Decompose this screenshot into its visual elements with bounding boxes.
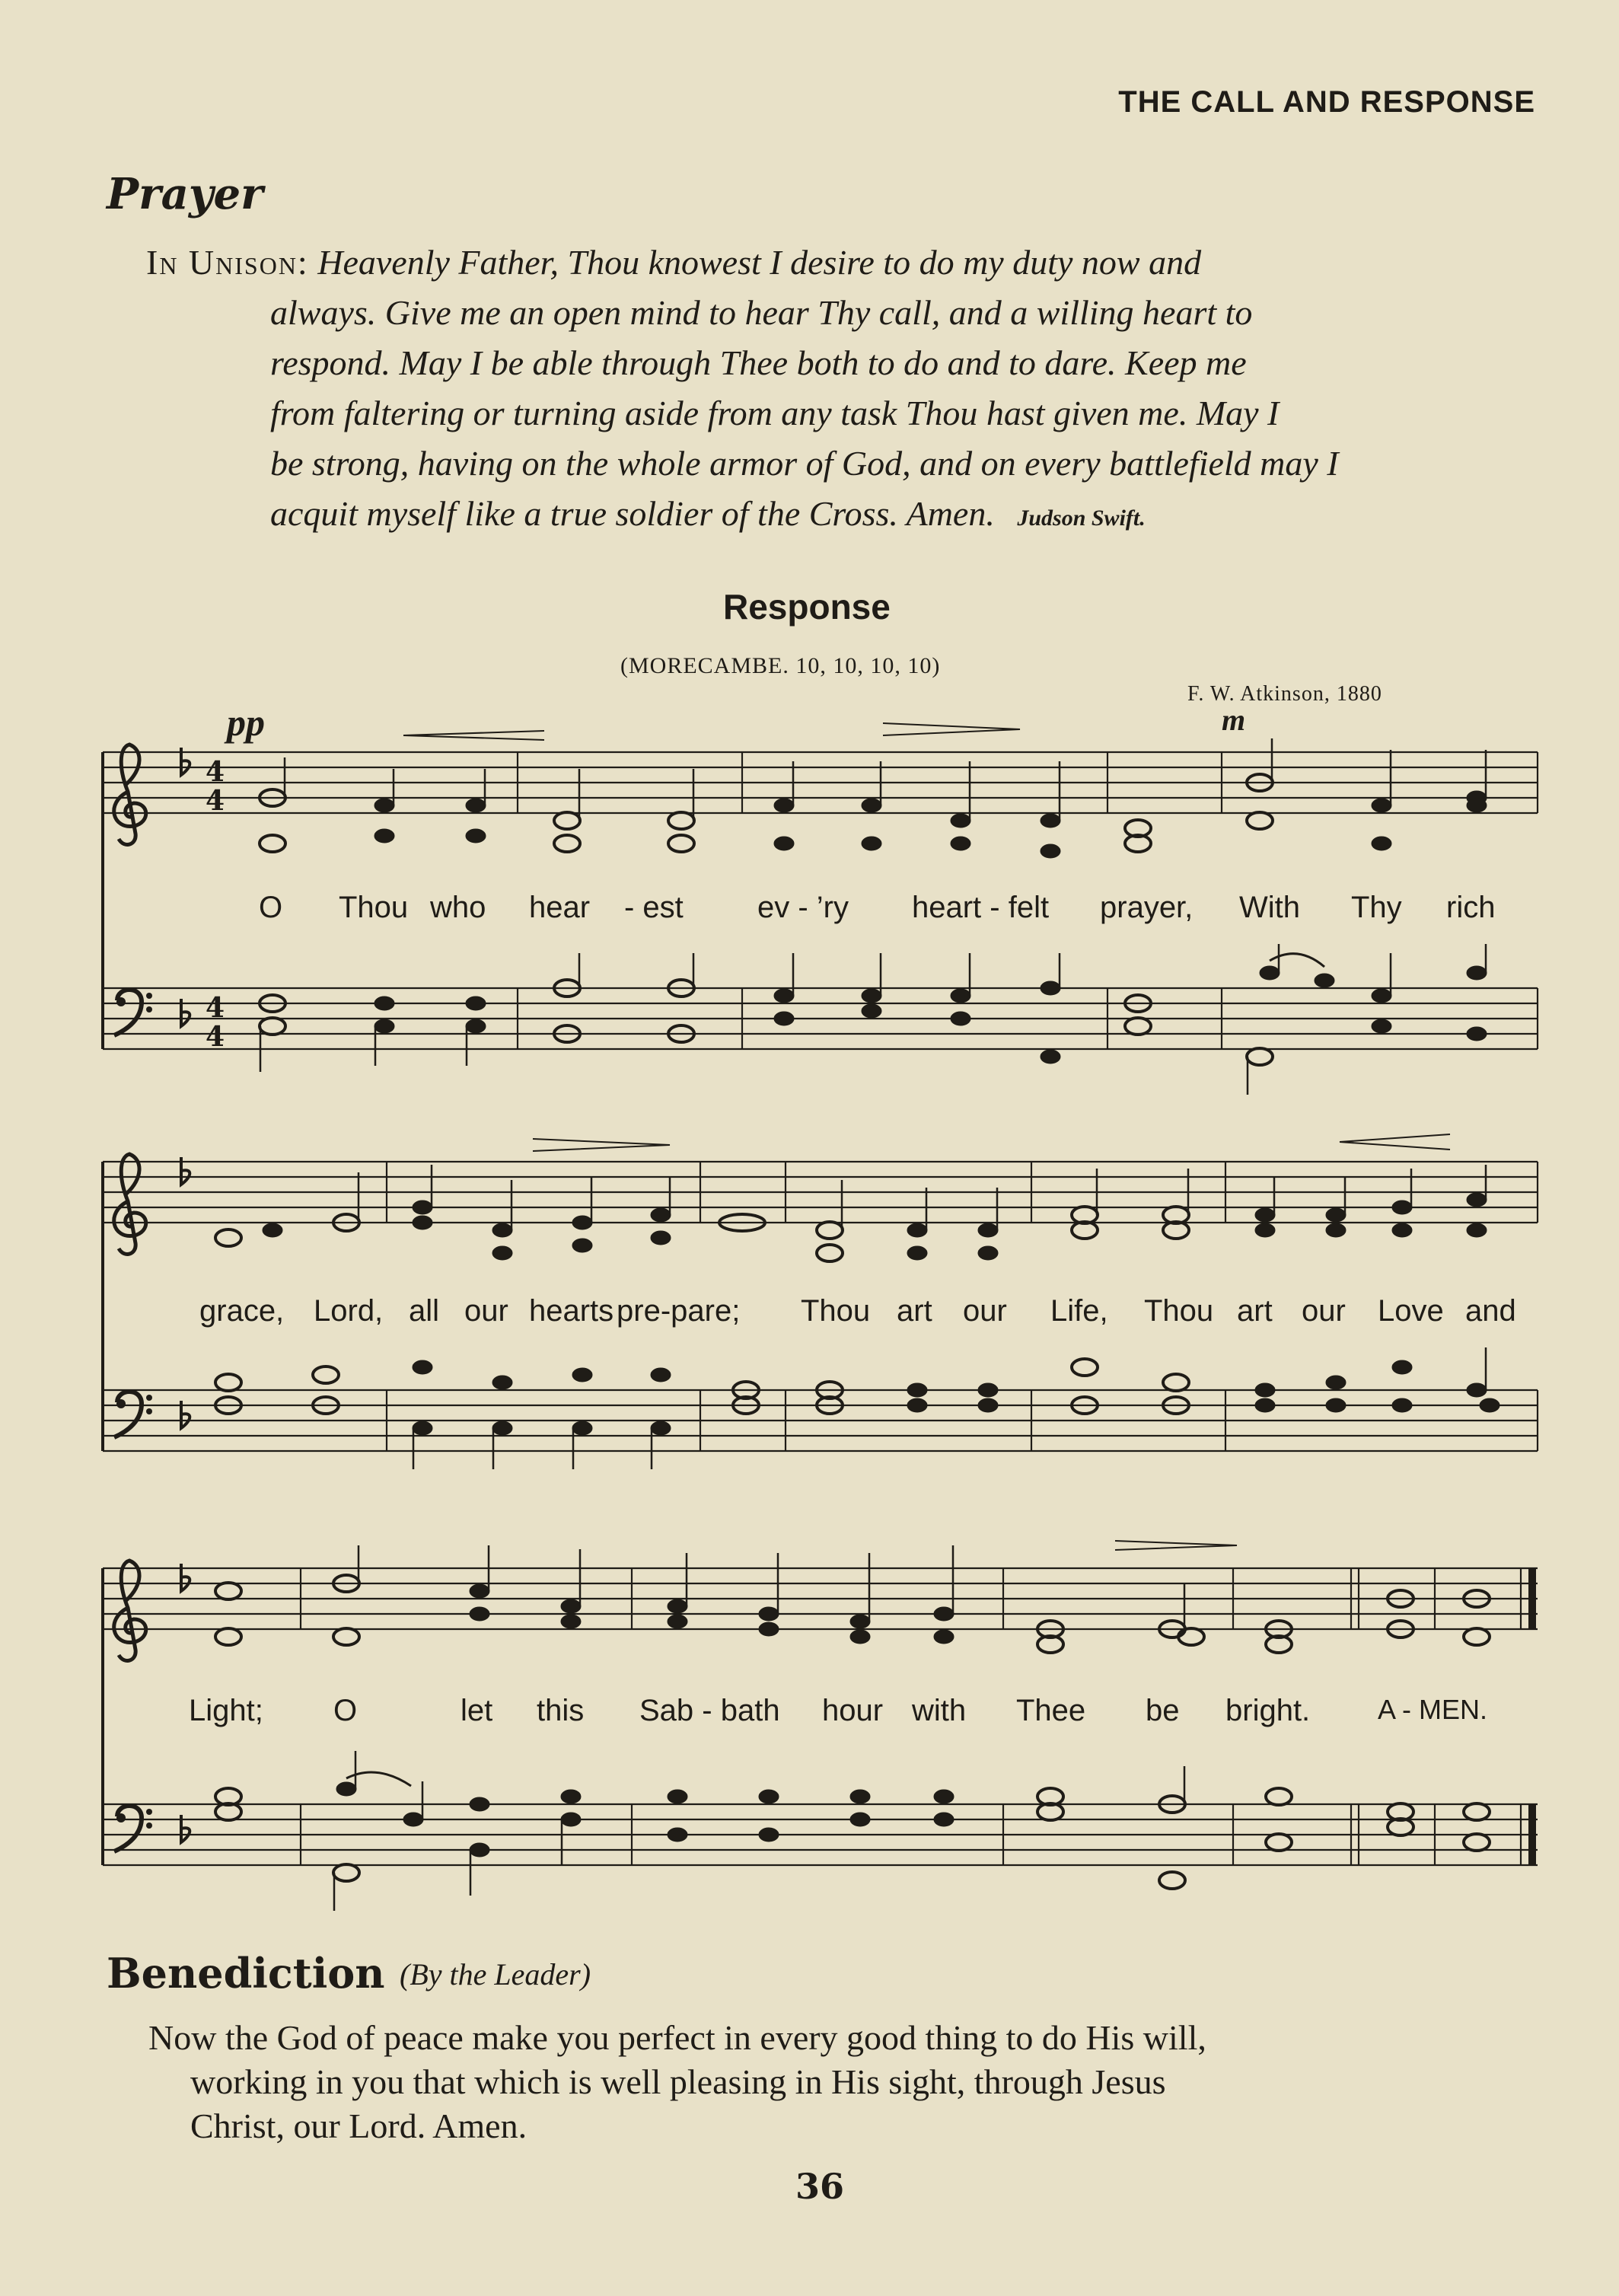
- lyric-syllable: Thou: [801, 1294, 871, 1328]
- prayer-line-3: respond. May I be able through Thee both to do and to dare. Keep me: [270, 343, 1247, 382]
- prayer-line-1: Heavenly Father, Thou knowest I desire to do my duty now and: [317, 243, 1202, 282]
- lyric-syllable: let: [461, 1694, 493, 1727]
- benediction-text: [148, 2016, 1541, 2148]
- lyric-syllable: Thou: [339, 891, 409, 924]
- lyric-syllable: A - MEN.: [1378, 1694, 1488, 1725]
- lyric-syllable: Thy: [1351, 891, 1402, 924]
- time-signature: 4: [206, 785, 225, 817]
- prayer-line-6: acquit myself like a true soldier of the Cross. Amen.: [270, 494, 995, 533]
- lyric-syllable: our: [464, 1294, 508, 1328]
- lyric-syllable: ev - ’ry: [757, 891, 849, 924]
- lyric-syllable: this: [537, 1694, 585, 1727]
- lyric-syllable: Thee: [1016, 1694, 1086, 1727]
- lyric-syllable: art: [897, 1294, 932, 1328]
- lyric-syllable: and: [1465, 1294, 1516, 1328]
- prayer-title: Prayer: [107, 169, 263, 219]
- bass-clef-icon: [114, 990, 152, 1035]
- benediction-subtitle: (By the Leader): [400, 1957, 591, 1991]
- composer-credit: F. W. Atkinson, 1880: [1187, 682, 1382, 706]
- prayer-lead: In Unison:: [146, 243, 309, 282]
- lyric-syllable: hour: [822, 1694, 884, 1727]
- time-signature: 4: [206, 756, 225, 788]
- benediction-line-1: Now the God of peace make you perfect in every good thing to do His will,: [148, 2018, 1206, 2057]
- diminuendo-hairpin: [883, 723, 1020, 735]
- lyric-syllable: Thou: [1144, 1294, 1214, 1328]
- lyric-syllable: be: [1146, 1694, 1180, 1727]
- treble-staff-2: [103, 1162, 1538, 1223]
- crescendo-hairpin: [403, 731, 544, 740]
- lyric-syllable: Light;: [189, 1694, 263, 1727]
- lyric-syllable: hear: [529, 891, 591, 924]
- bass-clef-icon: [114, 1806, 152, 1851]
- treble-clef-icon: [114, 1154, 146, 1254]
- diminuendo-hairpin: [1115, 1541, 1237, 1550]
- lyric-syllable: Life,: [1050, 1294, 1108, 1328]
- prayer-author: Judson Swift.: [1017, 505, 1146, 531]
- lyric-syllable: our: [963, 1294, 1007, 1328]
- crescendo-hairpin: [1340, 1134, 1450, 1150]
- lyric-syllable: With: [1239, 891, 1300, 924]
- bass-staff-1: [103, 988, 1538, 1049]
- bass-notes-3: [215, 1751, 1490, 1911]
- bass-staff-3: [103, 1804, 1538, 1865]
- lyric-syllable: art: [1237, 1294, 1273, 1328]
- time-signature: 4: [206, 1021, 225, 1053]
- benediction-title: Benediction: [107, 1949, 385, 1998]
- lyric-syllable: Love: [1378, 1294, 1444, 1328]
- lyric-syllable: bright.: [1225, 1694, 1311, 1727]
- system-3: [103, 1541, 1538, 1911]
- lyric-syllable: - est: [624, 891, 684, 924]
- bass-clef-icon: [114, 1392, 152, 1437]
- page-number: 36: [795, 2166, 845, 2207]
- treble-clef-icon: [114, 1561, 146, 1660]
- lyric-syllable: all: [409, 1294, 440, 1328]
- time-signature: 4: [206, 992, 225, 1024]
- lyric-syllable: prayer,: [1100, 891, 1194, 924]
- prayer-line-4: from faltering or turning aside from any task Thou hast given me. May I: [270, 394, 1280, 432]
- lyric-syllable: O: [333, 1694, 358, 1727]
- benediction-line-2: working in you that which is well pleasing in His sight, through Jesus: [190, 2062, 1166, 2101]
- lyric-syllable: Sab - bath: [639, 1694, 780, 1727]
- tune-info: (MORECAMBE. 10, 10, 10, 10): [620, 653, 941, 678]
- treble-clef-icon: [114, 745, 146, 844]
- diminuendo-hairpin: [533, 1139, 670, 1151]
- lyric-syllable: Lord,: [314, 1294, 384, 1328]
- running-head: THE CALL AND RESPONSE: [1118, 85, 1535, 119]
- lyric-syllable: grace,: [199, 1294, 285, 1328]
- dynamic-pp: pp: [227, 701, 265, 744]
- treble-notes-2: [215, 1165, 1487, 1261]
- lyric-syllable: with: [912, 1694, 967, 1727]
- prayer-line-5: be strong, having on the whole armor of God, and on every battlefield may I: [270, 444, 1339, 483]
- benediction-line-3: Christ, our Lord. Amen.: [190, 2106, 527, 2145]
- lyric-syllable: hearts: [529, 1294, 614, 1328]
- treble-staff-3: [103, 1568, 1538, 1629]
- treble-staff-1: [103, 752, 1538, 813]
- lyric-syllable: our: [1302, 1294, 1346, 1328]
- dynamic-m: m: [1222, 703, 1246, 737]
- lyric-syllable: heart - felt: [912, 891, 1050, 924]
- lyric-syllable: who: [430, 891, 486, 924]
- response-title: Response: [723, 587, 891, 627]
- lyric-syllable: O: [259, 891, 283, 924]
- lyric-syllable: pre-pare;: [617, 1294, 741, 1328]
- lyric-syllable: rich: [1446, 891, 1496, 924]
- prayer-line-2: always. Give me an open mind to hear Thy call, and a willing heart to: [270, 293, 1253, 332]
